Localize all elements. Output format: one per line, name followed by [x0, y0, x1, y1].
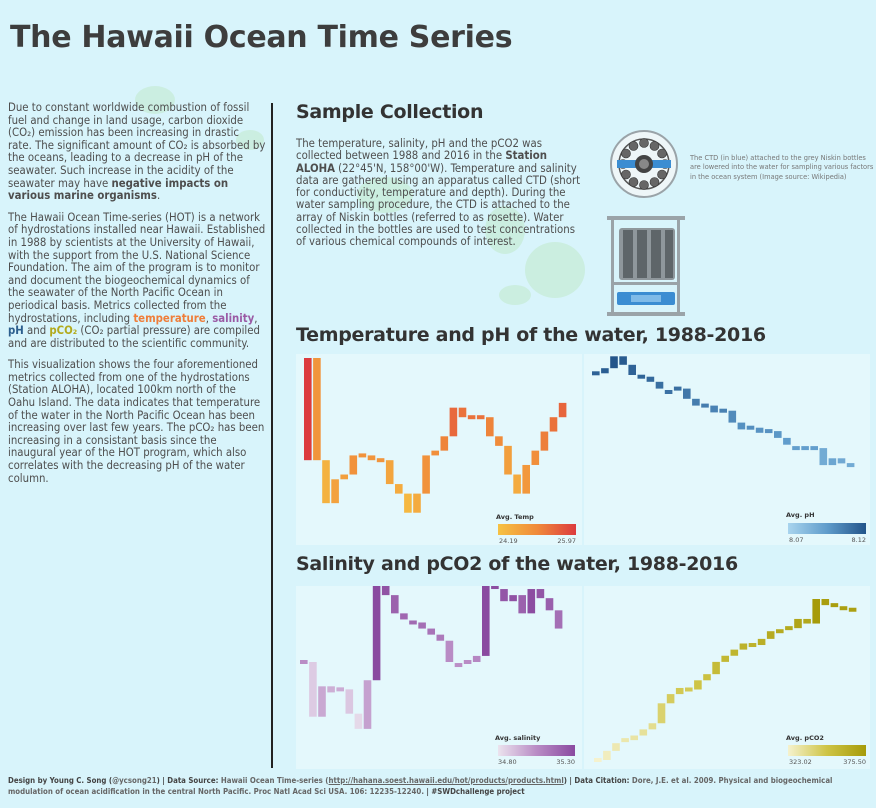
legend-max: 35.30 — [556, 758, 575, 766]
pco2-bar-2007 — [767, 631, 775, 639]
pco2-bar-1991 — [621, 738, 629, 742]
ph-bar-2007 — [765, 429, 773, 433]
section-2-title: Salinity and pCO2 of the water, 1988-2016 — [296, 553, 738, 575]
pco2-bar-2012 — [812, 599, 820, 624]
salinity-bar-1991 — [327, 686, 335, 692]
temperature-bar-1996 — [377, 458, 385, 462]
pco2-chart — [584, 586, 870, 769]
intro-paragraph-1: Due to constant worldwide combustion of fossil fuel and change in land usage, carbon dioxide (CO₂) emission has been increasing in drastic rate. The significant amount of CO₂ is absorbed by the oceans, leading to a decrease in pH of the seawater. Such increase in the acidity of the seawater may have negative impacts on various marine organisms. — [8, 101, 266, 203]
pco2-bar-2008 — [776, 629, 784, 633]
author-handle[interactable]: @ycsong21 — [112, 776, 157, 785]
temperature-bar-1989 — [313, 358, 321, 460]
salinity-bar-2014 — [537, 589, 545, 598]
pco2-bar-2000 — [703, 674, 711, 680]
ph-bar-2002 — [719, 409, 727, 413]
ph-bar-2006 — [756, 428, 764, 433]
salinity-bar-1992 — [336, 687, 344, 691]
temperature-bar-2009 — [495, 436, 503, 446]
legend-title: Avg. salinity — [495, 734, 541, 742]
salinity-bar-1999 — [400, 613, 408, 619]
salinity-bar-1989 — [309, 662, 317, 717]
legend-max: 375.50 — [843, 758, 866, 766]
temperature-bar-1995 — [368, 455, 376, 460]
legend-gradient — [498, 745, 575, 756]
legend-min: 323.02 — [789, 758, 812, 766]
salinity-bar-2007 — [473, 656, 481, 662]
temperature-bar-1994 — [359, 453, 367, 457]
salinity-bar-2004 — [446, 641, 454, 662]
pco2-bar-1989 — [603, 751, 611, 760]
ph-bar-2005 — [747, 426, 755, 430]
salinity-bar-2012 — [518, 595, 526, 613]
temperature-bar-1999 — [404, 494, 412, 513]
temperature-bar-2008 — [486, 417, 494, 436]
legend-gradient — [788, 745, 866, 756]
ph-bar-1992 — [628, 365, 636, 375]
temperature-bar-1993 — [350, 455, 358, 474]
pco2-bar-2016 — [849, 608, 857, 612]
pco2-panel — [584, 586, 870, 769]
salinity-bar-2011 — [509, 595, 517, 601]
temperature-panel — [296, 354, 582, 545]
salinity-bar-2008 — [482, 586, 490, 656]
ph-bar-2003 — [729, 411, 737, 423]
ph-bar-2016 — [847, 463, 855, 467]
temperature-bar-2015 — [550, 417, 558, 431]
column-divider — [271, 103, 273, 768]
sample-collection-text: The temperature, salinity, pH and the pCO2 was collected between 1988 and 2016 in the Station ALOHA (22°45'N, 158°00'W). Temperature and salinity data are gathered using an apparatus called CTD (short for conductivity, temperature and depth). During the water sampling procedure, the CTD is attached to the array of Niskin bottles (referred to as rosette). Water collected in the bottles are used to test concentrations of various chemical compounds of interest. — [296, 137, 581, 249]
pco2-bar-2002 — [721, 656, 729, 662]
pco2-bar-2015 — [840, 606, 848, 610]
intro-paragraph-2: The Hawaii Ocean Time-series (HOT) is a network of hydrostations installed near Hawaii. Established in 1988 by scientists at the University of Hawaii, with the support from the U.S. National Science Foundation. The aim of the program is to monitor and document the biogeochemical dynamics of the seawater of the North Pacific Ocean in periodical basis. Metrics collected from the hydrostations, including temperature, salinity, pH and pCO₂ (CO₂ partial pressure) are compiled and are distributed to the scientific community. — [8, 210, 266, 350]
temperature-bar-2010 — [504, 446, 512, 475]
salinity-panel — [296, 586, 582, 769]
pco2-bar-2003 — [731, 650, 739, 656]
salinity-bar-2010 — [500, 589, 508, 601]
ph-bar-2008 — [774, 431, 782, 438]
salinity-bar-1993 — [346, 689, 354, 713]
ph-bar-1995 — [656, 382, 664, 389]
ctd-caption: The CTD (in blue) attached to the grey Niskin bottles are lowered into the water for sampling various factors in the ocean system (Image source: Wikipedia) — [690, 153, 874, 181]
salinity-bar-2001 — [418, 622, 426, 628]
intro-paragraph-3: This visualization shows the four aforementioned metrics collected from one of the hydrostations (Station ALOHA), located 100km north of the Oahu Island. The data indicates that temperature of the water in the North Pacific Ocean has been increasing over last few years. The pCO₂ has been increasing in a consistant basis since the inaugural year of the HOT program, which also correlates with the decreasing pH of the water column. — [8, 358, 265, 485]
temperature-bar-2006 — [468, 415, 476, 419]
temperature-bar-1997 — [386, 460, 394, 484]
pco2-bar-2006 — [758, 639, 766, 645]
sample-collection-heading: Sample Collection — [296, 101, 484, 123]
temperature-bar-1991 — [331, 479, 339, 503]
pco2-bar-1996 — [667, 694, 675, 703]
salinity-bar-2015 — [546, 598, 554, 610]
legend-title: Avg. pCO2 — [786, 734, 824, 742]
salinity-bar-1994 — [355, 714, 363, 729]
salinity-bar-2002 — [427, 629, 435, 635]
temperature-bar-2005 — [459, 408, 467, 418]
ph-bar-1988 — [592, 371, 600, 375]
legend-title: Avg. pH — [786, 511, 815, 519]
salinity-bar-2013 — [528, 589, 536, 613]
salinity-bar-2009 — [491, 586, 499, 589]
ph-bar-1998 — [683, 389, 691, 399]
ph-bar-1999 — [692, 399, 700, 406]
ph-bar-1989 — [601, 368, 609, 373]
legend-max: 8.12 — [851, 536, 866, 544]
temperature-bar-2012 — [522, 465, 530, 494]
ph-bar-2004 — [738, 423, 746, 430]
temperature-bar-1992 — [340, 475, 348, 480]
legend-min: 34.80 — [498, 758, 517, 766]
legend-gradient — [498, 524, 576, 535]
salinity-bar-2005 — [455, 663, 463, 667]
pco2-bar-2010 — [794, 619, 802, 628]
temperature-bar-2000 — [413, 494, 421, 513]
pco2-bar-1988 — [594, 758, 602, 762]
pco2-bar-2011 — [803, 619, 811, 624]
legend-max: 25.97 — [557, 537, 576, 545]
temperature-bar-2016 — [559, 403, 567, 417]
pco2-bar-1994 — [649, 723, 657, 729]
temperature-bar-1998 — [395, 484, 403, 494]
ph-bar-2000 — [701, 404, 709, 408]
legend-min: 8.07 — [789, 536, 804, 544]
salinity-bar-1998 — [391, 595, 399, 613]
ph-bar-1997 — [674, 387, 682, 391]
temperature-bar-2003 — [441, 436, 449, 450]
ph-bar-1991 — [619, 356, 627, 365]
temperature-bar-2004 — [450, 408, 458, 437]
salinity-bar-2006 — [464, 660, 472, 664]
salinity-bar-1996 — [373, 586, 381, 680]
salinity-bar-1995 — [364, 680, 372, 729]
island-shape — [525, 242, 585, 298]
temperature-bar-2014 — [541, 432, 549, 451]
ctd-rosette-illustration — [603, 130, 688, 320]
pco2-bar-2001 — [712, 662, 720, 674]
pco2-bar-1993 — [640, 729, 648, 735]
ph-bar-2010 — [792, 446, 800, 450]
salinity-bar-1990 — [318, 686, 326, 716]
temperature-chart — [296, 354, 582, 545]
data-source-link[interactable]: http://hahana.soest.hawaii.edu/hot/products/products.html — [328, 776, 564, 785]
legend-title: Avg. Temp — [496, 513, 534, 521]
ph-bar-2012 — [810, 446, 818, 450]
salinity-bar-1997 — [382, 586, 390, 595]
pco2-bar-2014 — [831, 603, 839, 607]
ph-bar-2011 — [801, 446, 809, 450]
pco2-bar-2004 — [740, 643, 748, 649]
salinity-bar-2000 — [409, 620, 417, 624]
legend-min: 24.19 — [499, 537, 518, 545]
ph-bar-1993 — [638, 375, 646, 379]
footer-credits: Design by Young C. Song (@ycsong21) | Data Source: Hawaii Ocean Time-series (http://hahana.soest.hawaii.edu/hot/products/products.html) | Data Citation: Dore, J.E. et al. 2009. Physical and biogeochemical modulation of ocean acidification in the central North Pacific. Proc Natl Acad Sci USA. 106: 12235-12240. | #SWDchallenge project — [8, 776, 833, 796]
ph-panel — [584, 354, 870, 545]
section-1-title: Temperature and pH of the water, 1988-2016 — [296, 324, 766, 346]
page-title: The Hawaii Ocean Time Series — [10, 20, 513, 55]
temperature-bar-2007 — [477, 415, 485, 419]
salinity-bar-2016 — [555, 610, 563, 628]
pco2-bar-1998 — [685, 688, 693, 692]
temperature-bar-1988 — [304, 358, 312, 460]
temperature-bar-2002 — [431, 451, 439, 456]
ph-bar-1990 — [610, 356, 618, 368]
salinity-bar-2003 — [437, 635, 445, 641]
temperature-bar-2001 — [422, 455, 430, 493]
temperature-bar-2011 — [513, 475, 521, 494]
pco2-bar-1992 — [630, 736, 638, 741]
pco2-bar-2013 — [822, 599, 830, 605]
salinity-chart — [296, 586, 582, 769]
ph-bar-2009 — [783, 438, 791, 445]
ph-bar-1994 — [647, 377, 655, 382]
ph-bar-1996 — [665, 390, 673, 394]
ph-bar-2015 — [838, 458, 846, 463]
intro-text — [8, 102, 266, 494]
ph-bar-2014 — [829, 458, 837, 465]
pco2-bar-1990 — [612, 743, 620, 751]
ph-bar-2001 — [710, 406, 718, 413]
ph-bar-2013 — [820, 448, 828, 465]
island-shape — [499, 285, 531, 305]
pco2-bar-1999 — [694, 680, 702, 689]
salinity-bar-1988 — [300, 660, 308, 664]
pco2-bar-2005 — [749, 643, 757, 647]
temperature-bar-2013 — [532, 451, 540, 465]
pco2-bar-1995 — [658, 703, 666, 723]
temperature-bar-1990 — [322, 460, 330, 503]
legend-gradient — [788, 523, 866, 534]
ph-chart — [584, 354, 870, 545]
pco2-bar-1997 — [676, 688, 684, 694]
pco2-bar-2009 — [785, 626, 793, 630]
